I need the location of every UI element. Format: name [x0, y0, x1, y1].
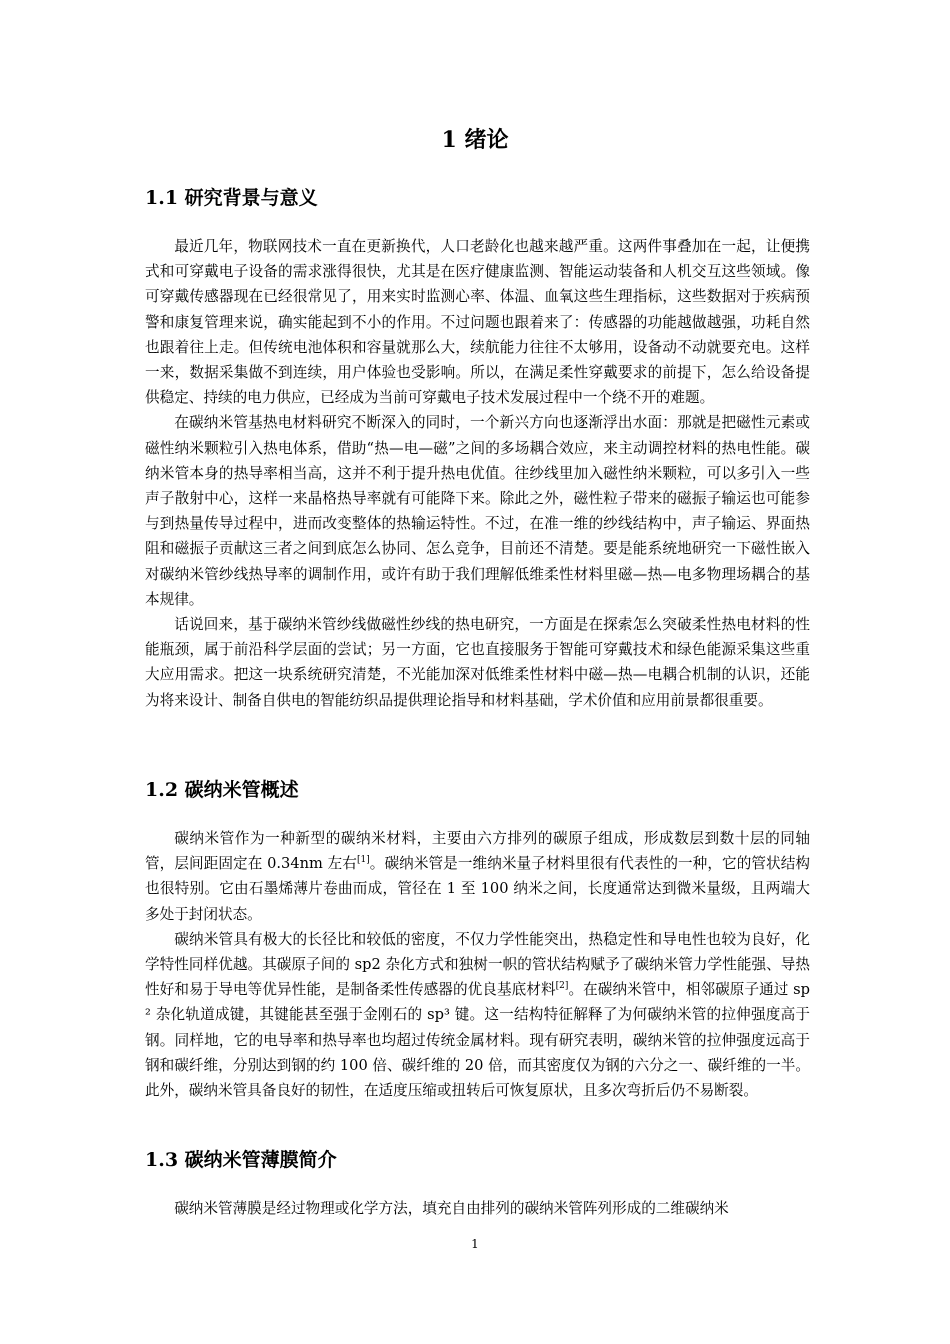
paragraph: 碳纳米管薄膜是经过物理或化学方法，填充自由排列的碳纳米管阵列形成的二维碳纳米	[174, 1200, 729, 1217]
paragraph	[145, 927, 810, 1103]
text-run: 。碳纳米管是一维纳米量子材料里很有代表性的一种，它的管状结构也很特别。它由石墨烯薄片卷曲而成，管径在 1 至 100 纳米之间，长度通常达到微米量级，且两端大多处于封闭状态。	[145, 855, 810, 923]
page-number: 1	[471, 1237, 479, 1251]
citation-ref[interactable]: [2]	[555, 981, 569, 992]
paragraph	[145, 826, 810, 927]
text-run: 。在碳纳米管中，相邻碳原子通过 sp² 杂化轨道成键，其键能甚至强于金刚石的 sp³ 键。这一结构特征解释了为何碳纳米管的拉伸强度高于钢。同样地，它的电导率和热导率也均超过传统金属材料。现有研究表明，碳纳米管的拉伸强度远高于钢和碳纤维，分别达到钢的约 100 倍、碳纤维的 20 倍，而其密度仅为钢的六分之一、碳纤维的一半。此外，碳纳米管具备良好的韧性，在适度压缩或扭转后可恢复原状，且多次弯折后仍不易断裂。	[145, 981, 810, 1100]
paragraph: 话说回来，基于碳纳米管纱线做磁性纱线的热电研究，一方面是在探索怎么突破柔性热电材料的性能瓶颈，属于前沿科学层面的尝试；另一方面，它也直接服务于智能可穿戴技术和绿色能源采集这些重大应用需求。把这一块系统研究清楚，不光能加深对低维柔性材料中磁—热—电耦合机制的认识，还能为将来设计、制备自供电的智能纺织品提供理论指导和材料基础，学术价值和应用前景都很重要。	[145, 616, 810, 709]
section-title: 1.3 碳纳米管薄膜简介	[145, 1149, 337, 1171]
paragraph: 最近几年，物联网技术一直在更新换代，人口老龄化也越来越严重。这两件事叠加在一起，让便携式和可穿戴电子设备的需求涨得很快，尤其是在医疗健康监测、智能运动装备和人机交互这些领域。像可穿戴传感器现在已经很常见了，用来实时监测心率、体温、血氧这些生理指标，这些数据对于疾病预警和康复管理来说，确实能起到不小的作用。不过问题也跟着来了：传感器的功能越做越强，功耗自然也跟着往上走。但传统电池体积和容量就那么大，续航能力往往不太够用，设备动不动就要充电。这样一来，数据采集做不到连续，用户体验也受影响。所以，在满足柔性穿戴要求的前提下，怎么给设备提供稳定、持续的电力供应，已经成为当前可穿戴电子技术发展过程中一个绕不开的难题。	[145, 238, 810, 407]
section-title: 1.1 研究背景与意义	[145, 187, 318, 209]
section-1-3	[145, 1146, 810, 1221]
paragraph: 在碳纳米管基热电材料研究不断深入的同时，一个新兴方向也逐渐浮出水面：那就是把磁性元素或磁性纳米颗粒引入热电体系，借助“热—电—磁”之间的多场耦合效应，来主动调控材料的热电性能。碳纳米管本身的热导率相当高，这并不利于提升热电优值。往纱线里加入磁性纳米颗粒，可以多引入一些声子散射中心，这样一来晶格热导率就有可能降下来。除此之外，磁性粒子带来的磁振子输运也可能参与到热量传导过程中，进而改变整体的热输运特性。不过，在准一维的纱线结构中，声子输运、界面热阻和磁振子贡献这三者之间到底怎么协同、怎么竞争，目前还不清楚。要是能系统地研究一下磁性嵌入对碳纳米管纱线热导率的调制作用，或许有助于我们理解低维柔性材料里磁—热—电多物理场耦合的基本规律。	[145, 414, 810, 608]
text-run: 碳纳米管具有极大的长径比和较低的密度，不仅力学性能突出，热稳定性和导电性也较为良好，化学特性同样优越。其碳原子间的 sp2 杂化方式和独树一帜的管状结构赋予了碳纳米管力学性能强、导热性好和易于导电等优异性能，是制备柔性传感器的优良基底材料	[145, 930, 810, 999]
section-1-1	[145, 184, 810, 713]
text-run: 碳纳米管作为一种新型的碳纳米材料，主要由六方排列的碳原子组成，形成数层到数十层的同轴管，层间距固定在 0.34nm 左右	[145, 830, 810, 873]
section-title: 1.2 碳纳米管概述	[145, 779, 299, 801]
section-1-2	[145, 776, 810, 1103]
citation-ref[interactable]: [1]	[356, 855, 370, 866]
chapter-title: 1 绪论	[441, 127, 509, 153]
